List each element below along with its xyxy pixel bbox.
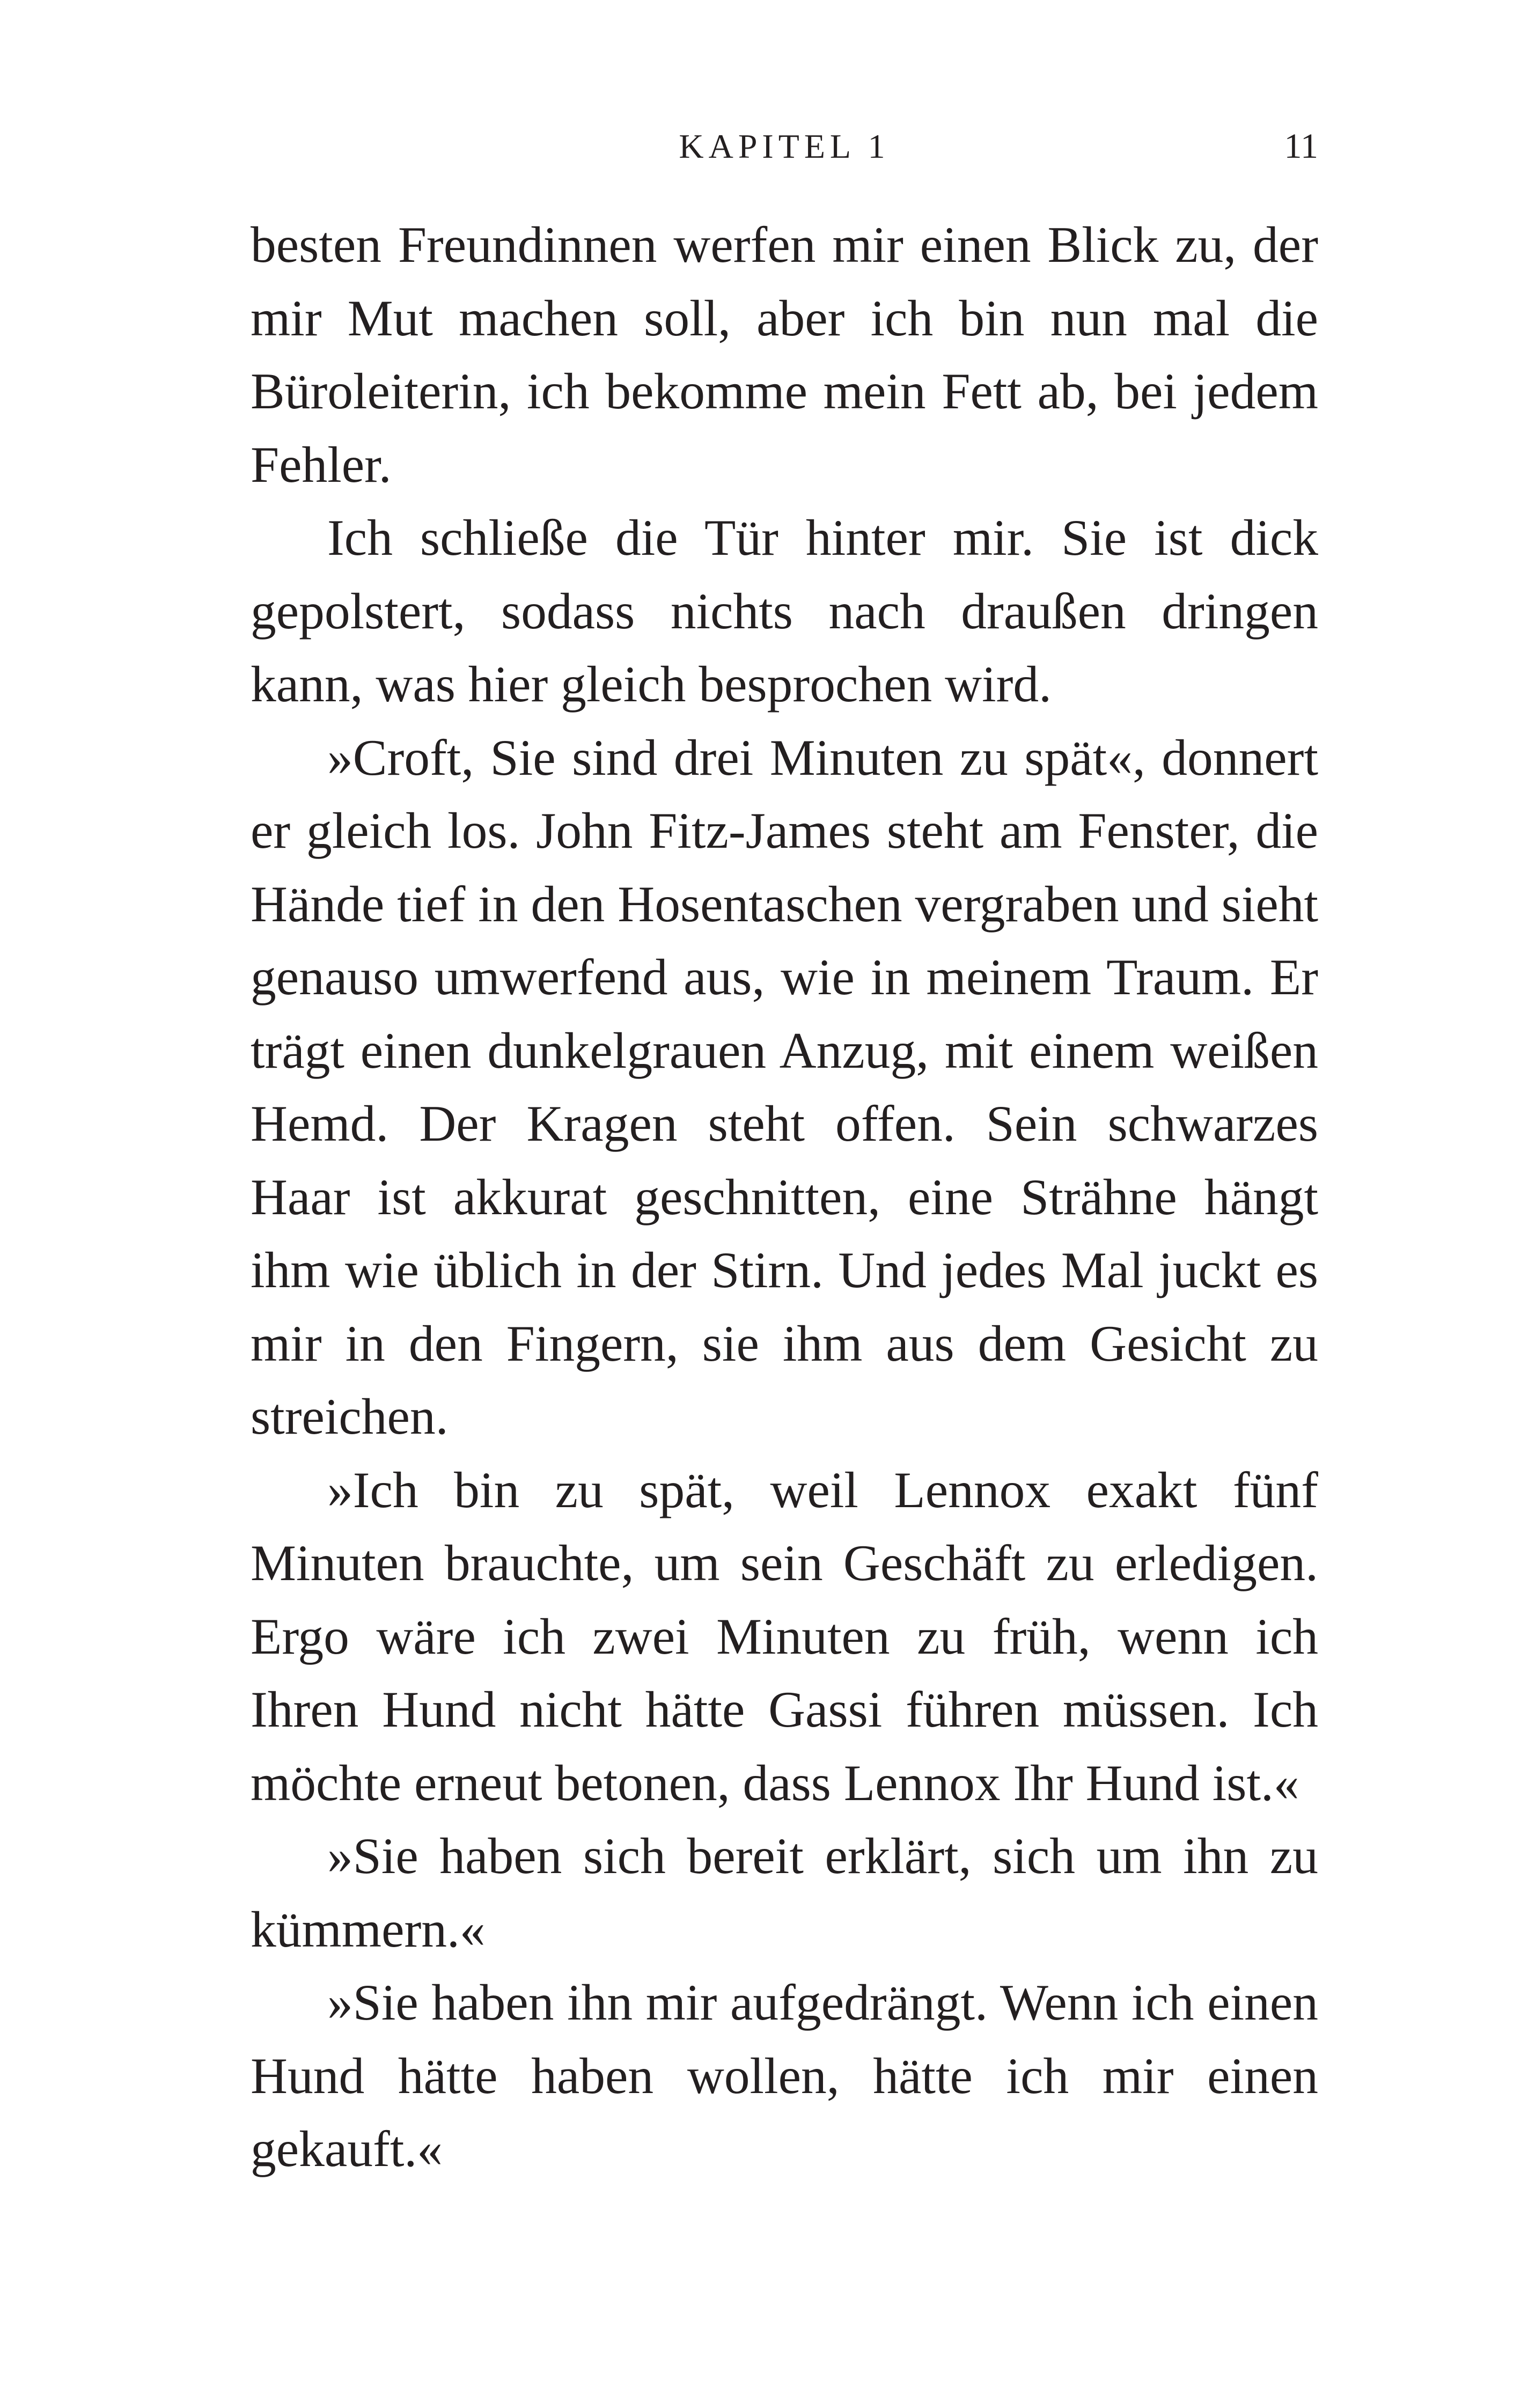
paragraph: »Sie haben ihn mir aufgedrängt. Wenn ich einen Hund hätte haben wollen, hätte ich mir einen gekauft.« xyxy=(251,1974,1318,2177)
paragraph: »Sie haben sich bereit erklärt, sich um ihn zu kümmern.« xyxy=(251,1827,1318,1958)
running-head xyxy=(251,122,1318,171)
chapter-heading: KAPITEL 1 xyxy=(679,127,890,165)
paragraph: »Croft, Sie sind drei Minuten zu spät«, donnert er gleich los. John Fitz-James steht am Fenster, die Hände tief in den Hosentaschen vergraben und sieht genauso umwerfend aus, wie in meinem Traum. Er trägt einen dunkelgrauen Anzug, mit einem weißen Hemd. Der Kragen steht offen. Sein schwarzes Haar ist akkurat geschnitten, eine Strähne hängt ihm wie üblich in der Stirn. Und jedes Mal juckt es mir in den Fingern, sie ihm aus dem Gesicht zu streichen. xyxy=(251,729,1318,1445)
body-text xyxy=(251,208,1318,2186)
page-number: 11 xyxy=(1284,127,1318,166)
paragraph: Ich schließe die Tür hinter mir. Sie ist dick gepolstert, sodass nichts nach draußen dringen kann, was hier gleich besprochen wird. xyxy=(251,509,1318,713)
paragraph-continuation: besten Freundinnen werfen mir einen Blick zu, der mir Mut machen soll, aber ich bin nun mal die Büroleiterin, ich bekomme mein Fett ab, bei jedem Fehler. xyxy=(251,216,1318,493)
paragraph: »Ich bin zu spät, weil Lennox exakt fünf Minuten brauchte, um sein Geschäft zu erledigen. Ergo wäre ich zwei Minuten zu früh, wenn ich Ihren Hund nicht hätte Gassi führen müssen. Ich möchte erneut betonen, dass Lennox Ihr Hund ist.« xyxy=(251,1461,1318,1811)
